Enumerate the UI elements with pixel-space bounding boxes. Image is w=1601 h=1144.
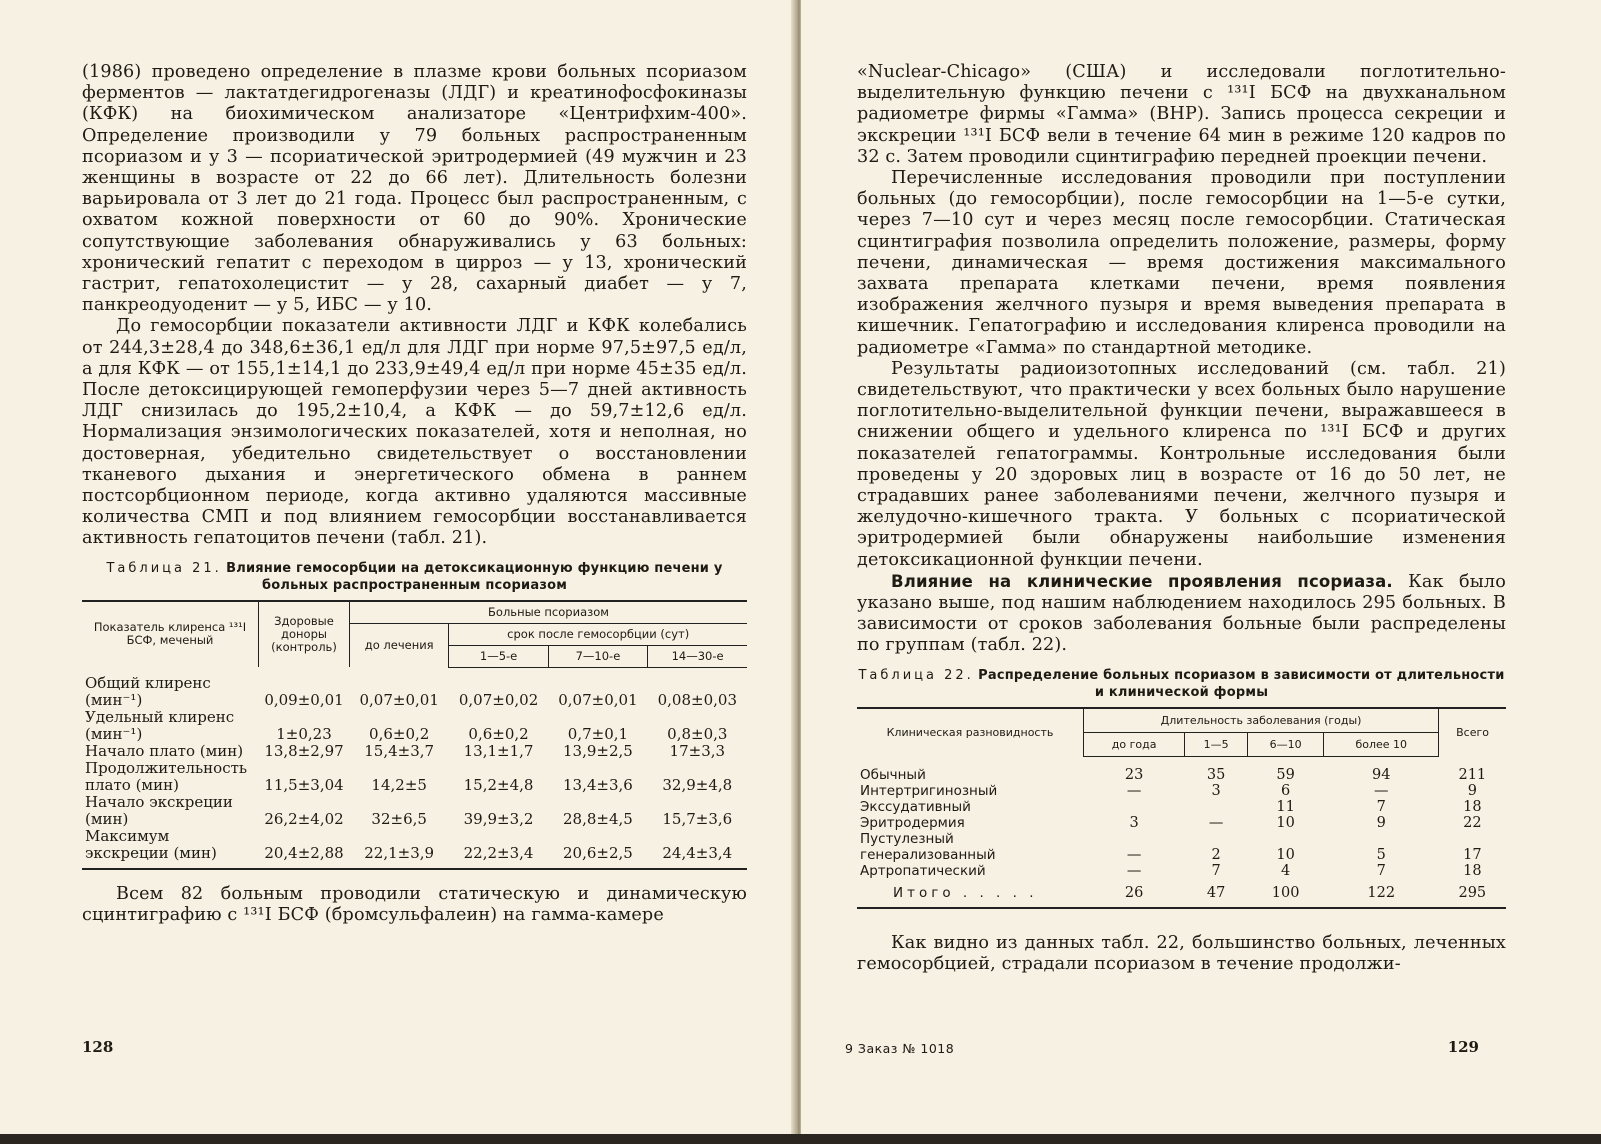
- table-cell: 22,2±3,4: [463, 844, 534, 863]
- table-cell: 22,1±3,9: [364, 844, 435, 863]
- table-cell: —: [1126, 862, 1142, 879]
- table-cell: 26: [1124, 884, 1144, 901]
- table-cell: [1185, 799, 1248, 815]
- page-number: 129: [1447, 1038, 1479, 1056]
- table-total-row: [857, 879, 1506, 908]
- table-cell: 7: [1376, 798, 1386, 815]
- table-cell: 20,4±2,88: [264, 844, 344, 863]
- table-cell: 7: [1211, 862, 1221, 879]
- row-label: Удельный клиренс (мин⁻¹): [85, 708, 235, 744]
- column-header: 7—10-е: [548, 645, 647, 667]
- paragraph: [857, 571, 1506, 657]
- paragraph: (1986) проведено определение в плазме крови больных псориазом ферментов — лактатдегидрогеназы (ЛДГ) и креатинофосфокиназы (КФК) на биохимическом анализаторе «Центрифхим-400». Определение производили у 79 больных распространенным псориазом и у 3 — псориатической эритродермией (49 мужчин и 23 женщины в возрасте от 22 до 66 лет). Длительность болезни варьировала от 3 лет до 21 года. Процесс был распространенным, с охватом кожной поверхности от 60 до 90%. Хронические сопутствующие заболевания обнаруживались у 63 больных: хронический гепатит с переходом в цирроз — у 13, хронический гастрит, гепатохолецистит — у 28, сахарный диабет — у 7, панкреодуоденит — у 5, ИБС — у 10.: [82, 62, 747, 316]
- table-label: Таблица 21.: [106, 560, 222, 576]
- table-cell: 15,2±4,8: [463, 776, 534, 795]
- row-label: Максимум экскреции (мин): [85, 827, 217, 863]
- table-row: [857, 783, 1506, 799]
- table-cell: 32±6,5: [371, 810, 427, 829]
- column-header: срок после гемосорбции (сут): [449, 623, 747, 645]
- row-label: Эритродермия: [860, 814, 965, 831]
- column-header: 6—10: [1247, 732, 1323, 756]
- section-heading: Влияние на клинические проявления псориаза.: [891, 571, 1393, 591]
- table-cell: 18: [1463, 798, 1482, 815]
- table-row: [857, 756, 1506, 783]
- paragraph: Как видно из данных табл. 22, большинство больных, леченных гемосорбцией, страдали псориазом в течение продолжи-: [857, 932, 1506, 974]
- table-cell: 23: [1124, 766, 1144, 783]
- table-21: [82, 600, 747, 871]
- row-label: Начало экскреции (мин): [85, 793, 233, 829]
- table-cell: 11,5±3,04: [264, 776, 344, 795]
- column-header: Длительность заболевания (годы): [1084, 708, 1439, 733]
- row-label: Экссудативный: [860, 798, 971, 815]
- row-label: Общий клиренс (мин⁻¹): [85, 674, 211, 710]
- table-cell: 3: [1211, 782, 1221, 799]
- table-cell: 9: [1467, 782, 1477, 799]
- column-header: Здоровые доноры (контроль): [259, 601, 350, 668]
- table-cell: 4: [1281, 862, 1291, 879]
- table-cell: 0,07±0,01: [558, 691, 638, 710]
- column-header: Показатель клиренса ¹³¹I БСФ, меченый: [93, 620, 247, 648]
- table-row: [82, 828, 747, 869]
- table-cell: 11: [1276, 798, 1295, 815]
- scan-edge: [0, 1134, 1601, 1144]
- table-cell: 35: [1206, 766, 1226, 783]
- table-cell: 295: [1458, 884, 1487, 901]
- column-header: более 10: [1324, 732, 1439, 756]
- table-cell: 26,2±4,02: [264, 810, 344, 829]
- table-cell: 0,07±0,01: [359, 691, 439, 710]
- column-header: до года: [1084, 732, 1185, 756]
- paragraph: «Nuclear-Chicago» (США) и исследовали поглотительно-выделительную функцию печени с ¹³¹I БСФ на двухканальном радиометре фирмы «Гамма» (ВНР). Запись процесса секреции и экскреции ¹³¹I БСФ вели в течение 64 мин в режиме 120 кадров по 32 с. Затем проводили сцинтиграфию передней проекции печени.: [857, 62, 1506, 167]
- page-number: 128: [82, 1038, 114, 1056]
- table-cell: 1±0,23: [276, 725, 332, 744]
- table-cell: [1084, 799, 1185, 815]
- table-cell: 0,7±0,1: [567, 725, 629, 744]
- column-header: 1—5: [1185, 732, 1248, 756]
- column-header: до лечения: [350, 623, 449, 667]
- table-cell: 7: [1376, 862, 1386, 879]
- table-title: Влияние гемосорбции на детоксикационную функцию печени у больных распространенным псориазом: [226, 560, 723, 593]
- table-22: [857, 707, 1506, 909]
- table-cell: 28,8±4,5: [563, 810, 633, 829]
- table-cell: 13,9±2,5: [563, 742, 633, 761]
- left-page: [0, 0, 797, 1144]
- table-cell: 13,1±1,7: [463, 742, 534, 761]
- paragraph: До гемосорбции показатели активности ЛДГ и КФК колебались от 244,3±28,4 до 348,6±36,1 ед/л для ЛДГ при норме 97,5±97,5 ед/л, а для КФК — от 155,1±14,1 до 233,9±49,4 ед/л при норме 45±35 ед/л. После детоксицирующей гемоперфузии через 5—7 дней активность ЛДГ снизилась до 195,2±10,4, а КФК — до 59,7±12,6 ед/л. Нормализация энзимологических показателей, хотя и неполная, но достоверная, убедительно свидетельствует о восстановлении тканевого дыхания и энергетического обмена в раннем постсорбционном периоде, когда активно удаляются массивные количества СМП и под влиянием гемосорбции восстанавливается активность гепатоцитов печени (табл. 21).: [82, 316, 747, 549]
- row-label: Начало плато (мин): [85, 742, 244, 761]
- table-cell: 10: [1276, 814, 1295, 831]
- table-label: Таблица 22.: [858, 667, 974, 683]
- row-label: Артропатический: [860, 862, 986, 879]
- table-cell: 15,4±3,7: [364, 742, 435, 761]
- table-cell: 100: [1271, 884, 1300, 901]
- table-row: [82, 794, 747, 828]
- table-cell: 14,2±5: [371, 776, 427, 795]
- table-cell: 6: [1281, 782, 1291, 799]
- table-cell: 10: [1276, 846, 1295, 863]
- table-row: [857, 799, 1506, 815]
- table-cell: 94: [1372, 766, 1391, 783]
- table-cell: 39,9±3,2: [463, 810, 534, 829]
- table-row: [82, 743, 747, 760]
- row-label: Продолжительность плато (мин): [85, 759, 248, 795]
- table-cell: 47: [1206, 884, 1226, 901]
- table-cell: 17: [1463, 846, 1482, 863]
- table-caption: [82, 560, 747, 594]
- table-cell: 2: [1211, 846, 1221, 863]
- table-cell: 22: [1463, 814, 1482, 831]
- table-cell: 211: [1458, 766, 1487, 783]
- column-header: 1—5-е: [449, 645, 548, 667]
- table-cell: 0,09±0,01: [264, 691, 344, 710]
- table-row: [82, 760, 747, 794]
- printer-signature: 9 Заказ № 1018: [845, 1041, 955, 1056]
- table-cell: 32,9±4,8: [662, 776, 733, 795]
- table-cell: —: [1374, 782, 1389, 799]
- table-caption: [857, 667, 1506, 701]
- row-label: Пустулезный генерализованный: [860, 830, 996, 863]
- column-header: 14—30-е: [648, 645, 747, 667]
- column-header: Клиническая разновидность: [886, 725, 1054, 739]
- table-row: [857, 863, 1506, 879]
- table-cell: —: [1208, 814, 1224, 831]
- table-cell: 13,8±2,97: [264, 742, 344, 761]
- table-cell: 18: [1463, 862, 1482, 879]
- table-cell: 59: [1276, 766, 1295, 783]
- table-cell: 3: [1129, 814, 1139, 831]
- table-row: [82, 709, 747, 743]
- row-label: Обычный: [860, 766, 926, 783]
- table-cell: 5: [1376, 846, 1386, 863]
- column-header: Больные псориазом: [350, 601, 748, 624]
- table-cell: 13,4±3,6: [563, 776, 633, 795]
- table-row: [82, 667, 747, 709]
- paragraph: Всем 82 больным проводили статическую и динамическую сцинтиграфию с ¹³¹I БСФ (бромсульфалеин) на гамма-камере: [82, 884, 747, 926]
- table-cell: 0,8±0,3: [667, 725, 728, 744]
- table-title: Распределение больных псориазом в зависимости от длительности и клинической формы: [978, 667, 1505, 700]
- table-cell: —: [1126, 782, 1142, 799]
- table-row: [857, 815, 1506, 831]
- table-cell: 0,6±0,2: [468, 725, 529, 744]
- paragraph: Перечисленные исследования проводили при поступлении больных (до гемосорбции), после гемосорбции на 1—5-е сутки, через 7—10 сут и через месяц после гемосорбции. Статическая сцинтиграфия позволила определить положение, размеры, форму печени, динамическая — время достижения максимального захвата препарата клетками печени, время появления изображения желчного пузыря и время выведения препарата в кишечник. Гепатографию и исследования клиренса проводили на радиометре «Гамма» по стандартной методике.: [857, 168, 1506, 358]
- table-cell: 17±3,3: [669, 742, 726, 761]
- table-cell: 0,6±0,2: [369, 725, 430, 744]
- table-cell: 0,07±0,02: [458, 691, 539, 710]
- table-cell: 15,7±3,6: [662, 810, 733, 829]
- paragraph-text: Как было указано выше, под нашим наблюдением находилось 295 больных. В зависимости от сроков заболевания больные были распределены по группам (табл. 22).: [857, 571, 1506, 656]
- row-label: Итого . . . . .: [893, 884, 1038, 901]
- table-cell: 9: [1376, 814, 1386, 831]
- paragraph: Результаты радиоизотопных исследований (см. табл. 21) свидетельствуют, что практически у всех больных было нарушение поглотительно-выделительной функции печени, выражавшееся в снижении общего и удельного клиренса по ¹³¹I БСФ и других показателей гепатограммы. Контрольные исследования были проведены у 20 здоровых лиц в возрасте от 16 до 50 лет, не страдавших ранее заболеваниями печени, желчного пузыря и желудочно-кишечного тракта. У больных с псориатической эритродермией были обнаружены наибольшие изменения детоксикационной функции печени.: [857, 358, 1506, 570]
- row-label: Интертригинозный: [860, 782, 998, 799]
- table-cell: 20,6±2,5: [563, 844, 633, 863]
- table-cell: 122: [1367, 884, 1396, 901]
- table-row: [857, 831, 1506, 863]
- column-header: Всего: [1439, 708, 1506, 757]
- table-cell: 0,08±0,03: [657, 691, 737, 710]
- table-cell: 24,4±3,4: [662, 844, 733, 863]
- right-page: [801, 0, 1601, 1144]
- table-cell: —: [1126, 846, 1142, 863]
